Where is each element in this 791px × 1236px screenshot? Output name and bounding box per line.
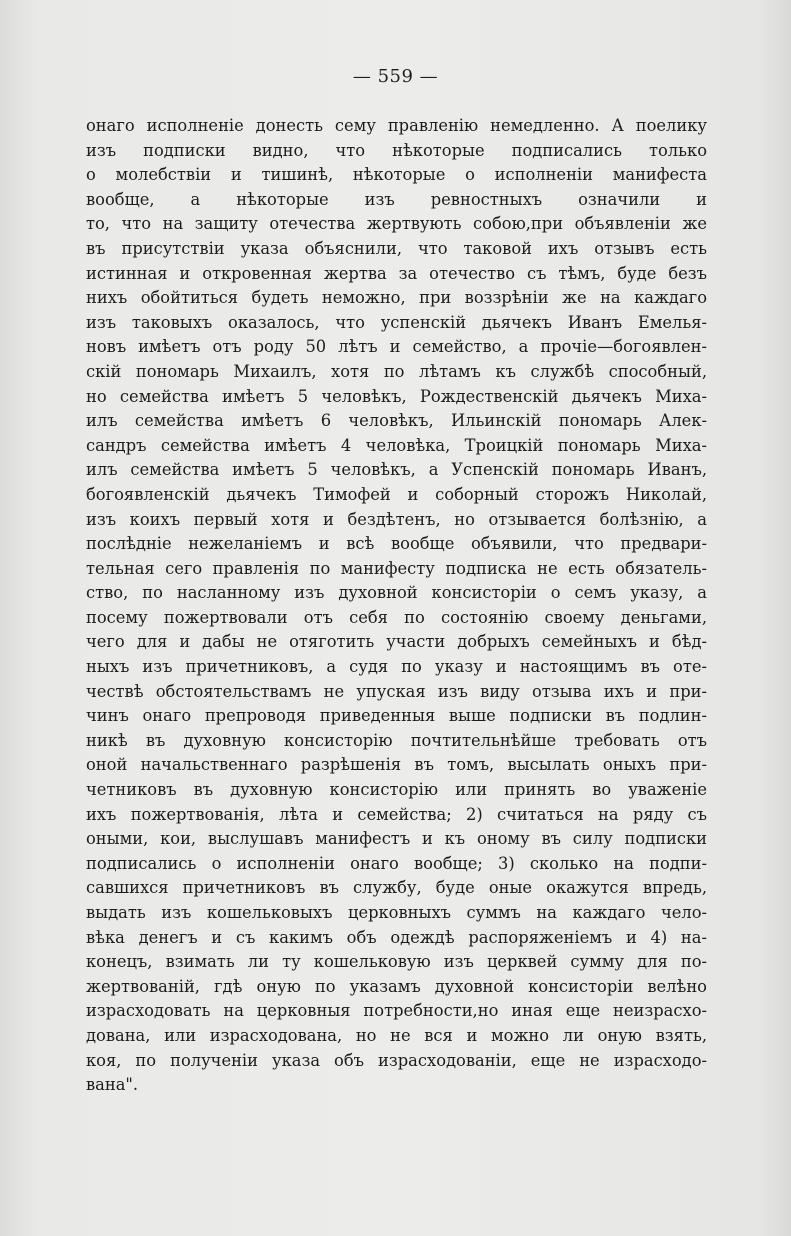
text-line: изъ подписки видно, что нѣкоторые подписались только	[86, 140, 707, 160]
text-line: онаго исполненіе донесть сему правленію немедленно. А поелику	[86, 116, 707, 135]
text-line: конецъ, взимать ли ту кошельковую изъ церквей сумму для по-	[86, 952, 707, 972]
text-line: ихъ пожертвованія, лѣта и семейства; 2) считаться на ряду съ	[86, 804, 707, 824]
text-line: савшихся причетниковъ въ службу, буде оные окажутся впредь,	[86, 878, 707, 898]
text-line: новъ имѣетъ отъ роду 50 лѣтъ и семейство, а прочіе—богоявлен-	[86, 337, 707, 357]
text-line: скій пономарь Михаилъ, хотя по лѣтамъ къ службѣ способный,	[86, 361, 707, 381]
body-text	[86, 114, 707, 1098]
text-line: вообще, а нѣкоторые изъ ревностныхъ означили и	[86, 189, 707, 209]
text-line: дована, или израсходована, но не вся и можно ли оную взять,	[86, 1025, 707, 1045]
text-line: но семейства имѣетъ 5 человѣкъ, Рождественскій дьячекъ Миха-	[86, 386, 707, 406]
text-line: ство, по насланному изъ духовной консисторіи о семъ указу, а	[86, 583, 707, 603]
text-line: оными, кои, выслушавъ манифестъ и къ оному въ силу подписки	[86, 829, 707, 849]
text-line: коя, по полученіи указа объ израсходованіи, еще не израсходо-	[86, 1050, 707, 1070]
text-line: никѣ въ духовную консисторію почтительнѣйше требовать отъ	[86, 730, 707, 750]
text-line: чинъ онаго препроводя приведенныя выше подписки въ подлин-	[86, 706, 707, 726]
text-line: илъ семейства имѣетъ 6 человѣкъ, Ильинскій пономарь Алек-	[86, 411, 707, 431]
text-line: чествѣ обстоятельствамъ не упуская изъ виду отзыва ихъ и при-	[86, 681, 707, 701]
text-line: вѣка денегъ и съ какимъ объ одеждѣ распоряженіемъ и 4) на-	[86, 927, 707, 947]
text-line: чего для и дабы не отяготить участи добрыхъ семейныхъ и бѣд-	[86, 632, 707, 652]
text-line: четниковъ въ духовную консисторію или принять во уваженіе	[86, 780, 707, 800]
text-line: изъ таковыхъ оказалось, что успенскій дьячекъ Иванъ Емелья-	[86, 312, 707, 332]
text-line: жертвованій, гдѣ оную по указамъ духовной консисторіи велѣно	[86, 976, 707, 996]
text-line: послѣдніе нежеланіемъ и всѣ вообще объявили, что предвари-	[86, 534, 707, 554]
text-line: израсходовать на церковныя потребности,но иная еще неизрасхо-	[86, 1001, 707, 1021]
text-line: богоявленскій дьячекъ Тимофей и соборный сторожъ Николай,	[86, 484, 707, 504]
text-line: о молебствіи и тишинѣ, нѣкоторые о исполненіи манифеста	[86, 165, 707, 185]
text-line: въ присутствіи указа объяснили, что таковой ихъ отзывъ есть	[86, 238, 707, 258]
text-line: выдать изъ кошельковыхъ церковныхъ суммъ на каждаго чело-	[86, 903, 707, 922]
text-line: тельная сего правленія по манифесту подписка не есть обязатель-	[86, 558, 707, 578]
text-line: изъ коихъ первый хотя и бездѣтенъ, но отзывается болѣзнію, а	[86, 509, 707, 529]
text-line: вана".	[86, 1075, 139, 1095]
text-line: сандръ семейства имѣетъ 4 человѣка, Троицкій пономарь Миха-	[86, 435, 707, 455]
page-number: — 559 —	[352, 66, 439, 87]
text-line: то, что на защиту отечества жертвують собою,при объявленіи же	[86, 214, 707, 234]
text-line: подписались о исполненіи онаго вообще; 3) сколько на подпи-	[86, 853, 707, 873]
text-line: истинная и откровенная жертва за отечество съ тѣмъ, буде безъ	[86, 263, 707, 283]
text-line: нихъ обойтиться будеть неможно, при воззрѣніи же на каждаго	[86, 288, 707, 308]
text-line: посему пожертвовали отъ себя по состоянію своему деньгами,	[86, 607, 707, 627]
text-line: оной начальственнаго разрѣшенія въ томъ, высылать оныхъ при-	[86, 755, 707, 775]
text-line: ныхъ изъ причетниковъ, а судя по указу и настоящимъ въ оте-	[86, 657, 707, 677]
text-line: илъ семейства имѣетъ 5 человѣкъ, а Успенскій пономарь Иванъ,	[86, 460, 707, 480]
